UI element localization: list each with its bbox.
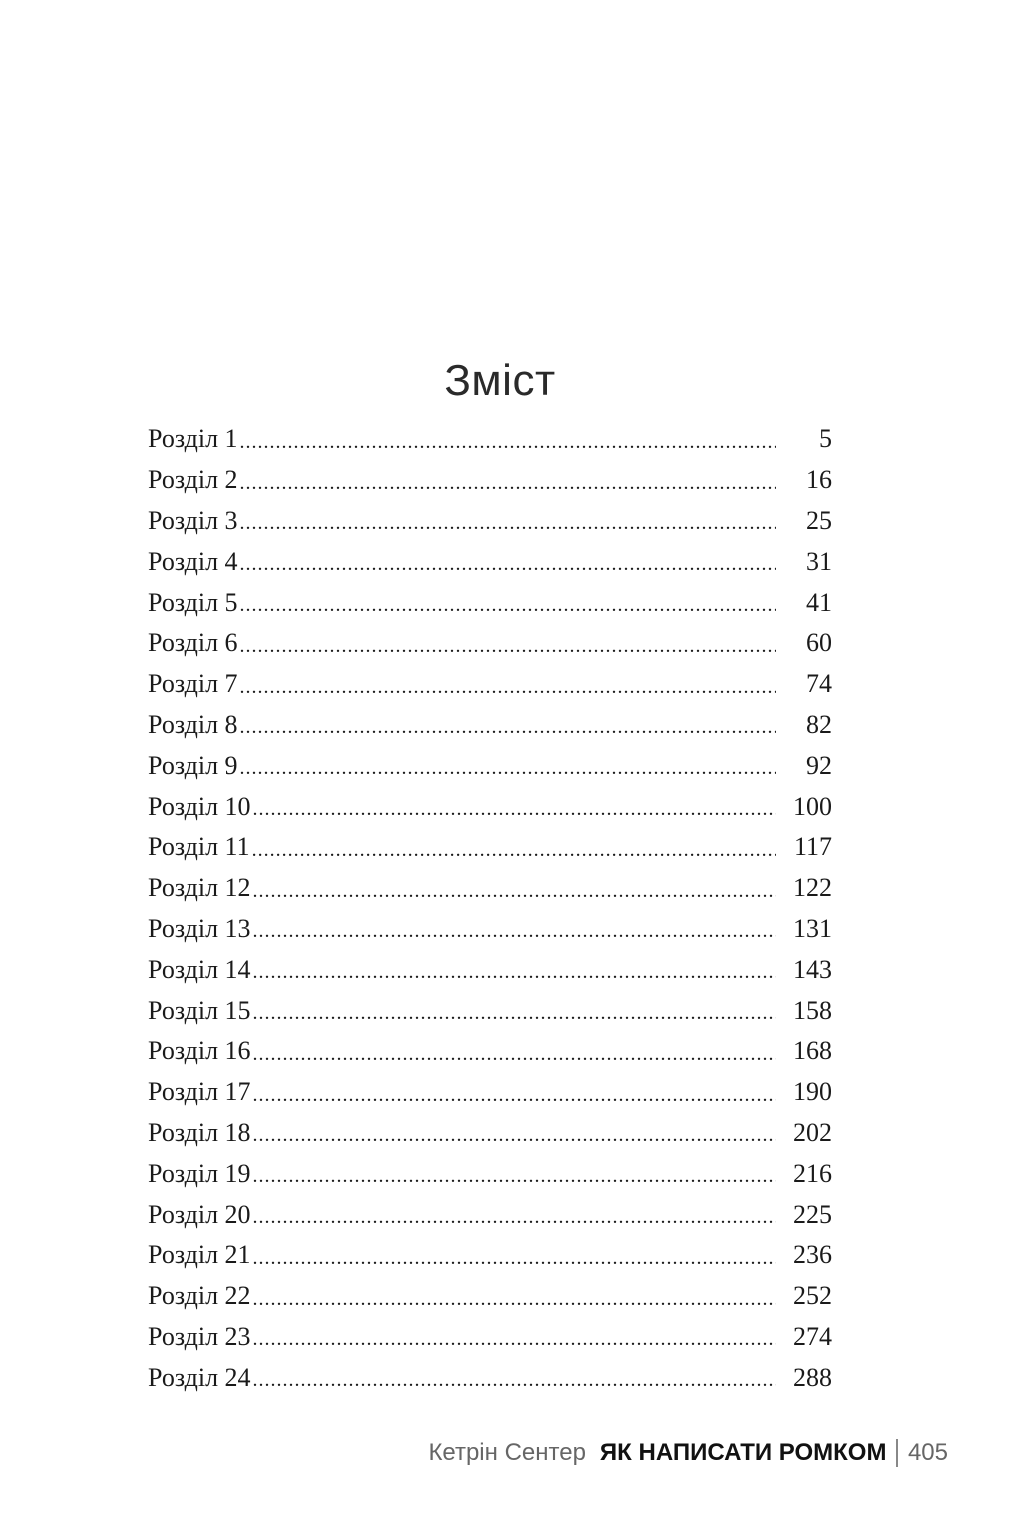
- toc-chapter-label: Розділ 3: [148, 505, 238, 535]
- toc-dot-leader: [253, 1084, 776, 1107]
- toc-chapter-label: Розділ 21: [148, 1240, 251, 1270]
- toc-dot-leader: [240, 553, 776, 576]
- page-title: Зміст: [444, 356, 556, 406]
- toc-chapter-label: Розділ 23: [148, 1321, 251, 1351]
- toc-dot-leader: [253, 1124, 776, 1147]
- footer-author: Кетрін Сентер: [428, 1439, 586, 1466]
- toc-page-number: 74: [806, 669, 832, 699]
- toc-page-number: 252: [793, 1281, 832, 1311]
- toc-dot-leader: [240, 757, 776, 780]
- toc-entry: [148, 541, 832, 582]
- table-of-contents: [148, 419, 832, 1398]
- toc-dot-leader: [253, 1043, 776, 1066]
- toc-entry: [148, 868, 832, 909]
- toc-chapter-label: Розділ 16: [148, 1036, 251, 1066]
- toc-dot-leader: [253, 920, 776, 943]
- toc-chapter-label: Розділ 4: [148, 546, 238, 576]
- toc-page-number: 216: [793, 1158, 832, 1188]
- toc-entry: [148, 1276, 832, 1317]
- toc-page-number: 190: [793, 1077, 832, 1107]
- toc-chapter-label: Розділ 13: [148, 913, 251, 943]
- toc-entry: [148, 623, 832, 664]
- toc-chapter-label: Розділ 8: [148, 709, 238, 739]
- toc-page-number: 31: [806, 546, 832, 576]
- toc-page-number: 168: [793, 1036, 832, 1066]
- toc-dot-leader: [240, 431, 776, 454]
- toc-entry: [148, 1153, 832, 1194]
- toc-chapter-label: Розділ 20: [148, 1199, 251, 1229]
- toc-entry: [148, 1194, 832, 1235]
- toc-entry: [148, 909, 832, 950]
- toc-page-number: 5: [819, 424, 832, 454]
- toc-dot-leader: [240, 635, 776, 658]
- toc-chapter-label: Розділ 2: [148, 465, 238, 495]
- footer-book-title: ЯК НАПИСАТИ РОМКОМ: [599, 1439, 887, 1466]
- toc-chapter-label: Розділ 12: [148, 873, 251, 903]
- toc-entry: [148, 1031, 832, 1072]
- toc-dot-leader: [253, 1288, 776, 1311]
- toc-entry: [148, 664, 832, 705]
- toc-dot-leader: [253, 1002, 776, 1025]
- toc-page-number: 60: [806, 628, 832, 658]
- footer-page-number: 405: [907, 1439, 948, 1466]
- toc-dot-leader: [253, 1369, 776, 1392]
- toc-page-number: 274: [793, 1321, 832, 1351]
- toc-dot-leader: [253, 798, 776, 821]
- toc-page-number: 122: [793, 873, 832, 903]
- toc-page-number: 202: [793, 1117, 832, 1147]
- toc-chapter-label: Розділ 14: [148, 954, 251, 984]
- toc-entry: [148, 990, 832, 1031]
- toc-page-number: 92: [806, 750, 832, 780]
- toc-chapter-label: Розділ 1: [148, 424, 238, 454]
- toc-entry: [148, 1357, 832, 1398]
- toc-dot-leader: [252, 839, 776, 862]
- toc-dot-leader: [253, 880, 776, 903]
- toc-entry: [148, 1317, 832, 1358]
- toc-entry: [148, 1113, 832, 1154]
- toc-dot-leader: [253, 1247, 776, 1270]
- toc-page-number: 41: [806, 587, 832, 617]
- toc-page-number: 82: [806, 709, 832, 739]
- toc-page-number: 288: [793, 1362, 832, 1392]
- toc-entry: [148, 1072, 832, 1113]
- toc-chapter-label: Розділ 15: [148, 995, 251, 1025]
- toc-page-number: 100: [793, 791, 832, 821]
- toc-dot-leader: [253, 961, 776, 984]
- toc-page-number: 158: [793, 995, 832, 1025]
- toc-page-number: 143: [793, 954, 832, 984]
- toc-page-number: 225: [793, 1199, 832, 1229]
- toc-entry: [148, 786, 832, 827]
- toc-entry: [148, 827, 832, 868]
- toc-chapter-label: Розділ 5: [148, 587, 238, 617]
- toc-entry: [148, 501, 832, 542]
- toc-chapter-label: Розділ 17: [148, 1077, 251, 1107]
- toc-dot-leader: [240, 594, 776, 617]
- toc-entry: [148, 460, 832, 501]
- toc-dot-leader: [240, 472, 776, 495]
- toc-entry: [148, 745, 832, 786]
- toc-entry: [148, 582, 832, 623]
- toc-dot-leader: [253, 1206, 776, 1229]
- toc-chapter-label: Розділ 11: [148, 832, 250, 862]
- toc-chapter-label: Розділ 18: [148, 1117, 251, 1147]
- toc-chapter-label: Розділ 10: [148, 791, 251, 821]
- toc-dot-leader: [253, 1165, 776, 1188]
- toc-page-number: 25: [806, 505, 832, 535]
- toc-page-number: 131: [793, 913, 832, 943]
- toc-chapter-label: Розділ 6: [148, 628, 238, 658]
- toc-entry: [148, 705, 832, 746]
- toc-dot-leader: [253, 1328, 776, 1351]
- toc-entry: [148, 419, 832, 460]
- footer-divider: [896, 1439, 898, 1467]
- toc-chapter-label: Розділ 24: [148, 1362, 251, 1392]
- toc-dot-leader: [240, 512, 776, 535]
- toc-chapter-label: Розділ 9: [148, 750, 238, 780]
- toc-page-number: 117: [793, 832, 832, 862]
- toc-chapter-label: Розділ 19: [148, 1158, 251, 1188]
- toc-dot-leader: [240, 716, 776, 739]
- running-footer: [428, 1436, 948, 1470]
- toc-entry: [148, 1235, 832, 1276]
- toc-page-number: 16: [806, 465, 832, 495]
- toc-dot-leader: [240, 676, 776, 699]
- toc-chapter-label: Розділ 7: [148, 669, 238, 699]
- toc-chapter-label: Розділ 22: [148, 1281, 251, 1311]
- toc-page-number: 236: [793, 1240, 832, 1270]
- toc-entry: [148, 949, 832, 990]
